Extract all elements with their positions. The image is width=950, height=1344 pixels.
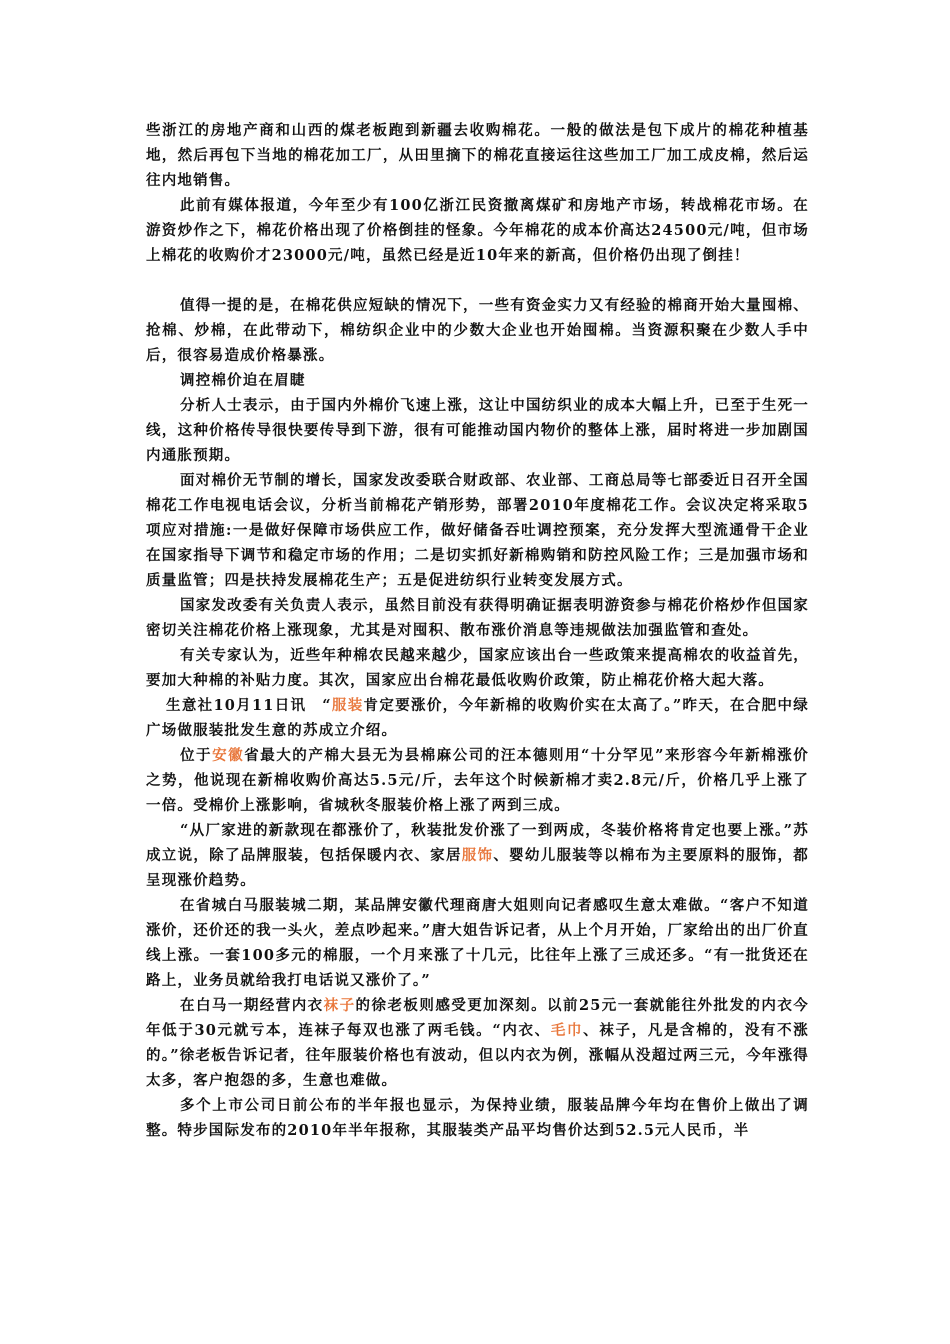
highlight-link-towel[interactable]: 毛巾 [550,1022,584,1039]
highlight-link-anhui[interactable]: 安徽 [212,747,245,764]
paragraph-13: 多个上市公司日前公布的半年报也显示，为保持业绩，服装品牌今年均在售价上做出了调整。特步国际发布的2010年半年报称，其服装类产品平均售价达到52.5元人民币，半 [146,1097,809,1139]
paragraph-5: 面对棉价无节制的增长，国家发改委联合财政部、农业部、工商总局等七部委近日召开全国棉花工作电视电话会议，分析当前棉花产销形势，部署2010年度棉花工作。会议决定将采取5项应对措施:一是做好保障市场供应工作，做好储备吞吐调控预案，充分发挥大型流通骨干企业在国家指导下调节和稳定市场的作用；二是切实抓好新棉购销和防控风险工作；三是加强市场和质量监管；四是扶持发展棉花生产；五是促进纺织行业转变发展方式。 [146,472,809,589]
paragraph-12-text-c: 、袜子，凡是含棉的，没有不涨的。”徐老板告诉记者，往年服装价格也有波动，但以内衣为例，涨幅从没超过两三元，今年涨得太多，客户抱怨的多，生意也难做。 [146,1022,809,1089]
paragraph-7: 有关专家认为，近些年种棉农民越来越少，国家应该出台一些政策来提高棉农的收益首先，要加大种棉的补贴力度。其次，国家应出台棉花最低收购价政策，防止棉花价格大起大落。 [146,647,809,689]
paragraph-11: 在省城白马服装城二期，某品牌安徽代理商唐大姐则向记者感叹生意太难做。“客户不知道涨价，还价还的我一头火，差点吵起来。”唐大姐告诉记者，从上个月开始，厂家给出的出厂价直线上涨。一套100多元的棉服，一个月来涨了十几元，比往年上涨了三成还多。“有一批货还在路上，业务员就给我打电话说又涨价了。” [146,897,809,989]
paragraph-12-text-b: 的徐老板则感受更加深刻。以前25元一套就能往外批发的内衣今年低于30元就亏本，连袜子每双也涨了两毛钱。“内衣、 [146,997,809,1039]
paragraph-3: 值得一提的是，在棉花供应短缺的情况下，一些有资金实力又有经验的棉商开始大量囤棉、抢棉、炒棉，在此带动下，棉纺织企业中的少数大企业也开始囤棉。当资源积聚在少数人手中后，很容易造成价格暴涨。 [146,297,809,364]
paragraph-10-text-a: “从厂家进的新款现在都涨价了，秋装批发价涨了一到两成，冬装价格将肯定也要上涨。”苏成立说，除了品牌服装，包括保暖内衣、家居 [146,822,809,864]
paragraph-gap [146,268,809,293]
paragraph-10-text-b: 、婴幼儿服装等以棉布为主要原料的服饰，都呈现涨价趋势。 [146,847,810,889]
paragraph-2: 此前有媒体报道，今年至少有100亿浙江民资撤离煤矿和房地产市场，转战棉花市场。在游资炒作之下，棉花价格出现了价格倒挂的怪象。今年棉花的成本价高达24500元/吨，但市场上棉花的收购价才23000元/吨，虽然已经是近10年来的新高，但价格仍出现了倒挂！ [146,197,809,264]
document-body [146,118,809,1143]
highlight-link-clothing[interactable]: 服装 [331,697,364,714]
paragraph-1: 些浙江的房地产商和山西的煤老板跑到新疆去收购棉花。一般的做法是包下成片的棉花种植基地，然后再包下当地的棉花加工厂，从田里摘下的棉花直接运往这些加工厂加工成皮棉，然后运往内地销售。 [146,122,809,189]
paragraph-8-text-b: 肯定要涨价，今年新棉的收购价实在太高了。”昨天，在合肥中绿广场做服装批发生意的苏成立介绍。 [146,697,810,739]
highlight-link-socks[interactable]: 袜子 [323,997,356,1014]
paragraph-8 [146,693,809,743]
paragraph-12 [146,993,809,1093]
paragraph-4: 分析人士表示，由于国内外棉价飞速上涨，这让中国纺织业的成本大幅上升，已至于生死一线，这种价格传导很快要传导到下游，很有可能推动国内物价的整体上涨，届时将进一步加剧国内通胀预期。 [146,397,809,464]
paragraph-9 [146,743,809,818]
paragraph-12-text-a: 在白马一期经营内衣 [180,997,324,1014]
paragraph-8-text-a: 生意社10月11日讯 “ [166,697,332,714]
paragraph-10 [146,818,809,893]
section-heading: 调控棉价迫在眉睫 [180,372,306,389]
paragraph-9-text-a: 位于 [180,747,213,764]
paragraph-6: 国家发改委有关负责人表示，虽然目前没有获得明确证据表明游资参与棉花价格炒作但国家密切关注棉花价格上涨现象，尤其是对囤积、散布涨价消息等违规做法加强监管和查处。 [146,597,809,639]
paragraph-9-text-b: 省最大的产棉大县无为县棉麻公司的汪本德则用“十分罕见”来形容今年新棉涨价之势，他说现在新棉收购价高达5.5元/斤，去年这个时候新棉才卖2.8元/斤，价格几乎上涨了一倍。受棉价上涨影响，省城秋冬服装价格上涨了两到三成。 [146,747,809,814]
highlight-link-apparel[interactable]: 服饰 [461,847,494,864]
